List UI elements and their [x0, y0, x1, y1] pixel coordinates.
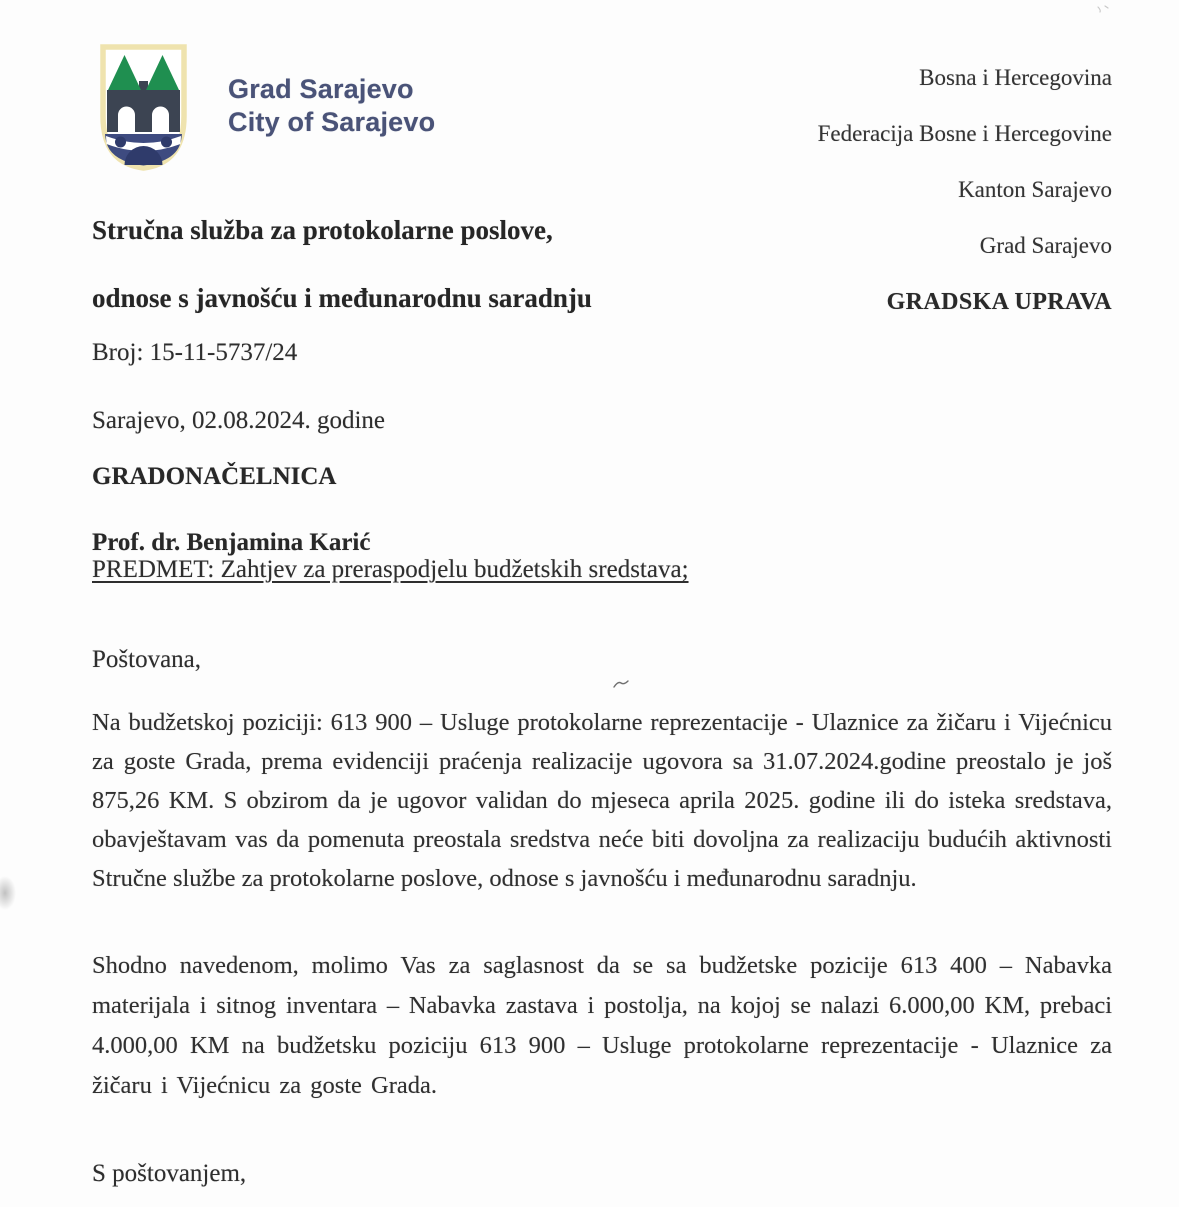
reference-date: Sarajevo, 02.08.2024. godine [92, 407, 386, 434]
scan-artifact-smudge [0, 876, 16, 910]
body-paragraph-2: Shodno navedenom, molimo Vas za saglasnost da se sa budžetske pozicije 613 400 – Nabavka materijala i sitnog inventara – Nabavka zastava i postolja, na kojoj se nalazi 6.000,00 KM, prebaci 4.000,00 KM na budžetsku poziciju 613 900 – Usluge protokolarne reprezentacije - Ulaznice za žičaru i Vijećnicu za goste Grada. [92, 952, 1112, 1099]
authority-line-federation: Federacija Bosne i Hercegovine [817, 121, 1112, 146]
addressee-title: GRADONAČELNICA [92, 463, 337, 490]
logo-wordmark-line2: City of Sarajevo [228, 107, 436, 137]
logo-wordmark-line1: Grad Sarajevo [228, 74, 414, 104]
sarajevo-crest-icon [95, 44, 192, 171]
reference-number: Broj: 15-11-5737/24 [92, 339, 298, 366]
department-line1: Stručna služba za protokolarne poslove, [92, 215, 553, 245]
addressee-name: Prof. dr. Benjamina Karić [92, 529, 371, 556]
authority-line-city: Grad Sarajevo [979, 233, 1112, 258]
authority-block [818, 36, 1112, 344]
authority-line-canton: Kanton Sarajevo [958, 177, 1112, 202]
logo-wordmark [228, 73, 435, 139]
salutation: Poštovana, [92, 646, 202, 673]
body-paragraph-1: Na budžetskoj poziciji: 613 900 – Usluge protokolarne reprezentacije - Ulaznice za žičaru i Vijećnicu za goste Grada, prema evidenciji praćenja realizacije ugovora sa 31.07.2024.godine preostalo je još 875,26 KM. S obzirom da je ugovor validan do mjeseca aprila 2025. godine ili do isteka sredstava, obavještavam vas da pomenuta preostala sredstva neće biti dovoljna za realizaciju budućih aktivnosti Stručne službe za protokolarne poslove, odnose s javnošću i međunarodnu saradnju. [92, 709, 1112, 892]
scan-artifact-pen-mark [612, 678, 630, 690]
scan-artifact-top-right [1096, 4, 1110, 14]
authority-line-administration: GRADSKA UPRAVA [886, 289, 1112, 315]
subject-line: PREDMET: Zahtjev za preraspodjelu budžetskih sredstava; [92, 556, 689, 583]
closing-line: S poštovanjem, [92, 1160, 247, 1187]
department-line2: odnose s javnošću i međunarodnu saradnju [92, 283, 592, 313]
authority-line-country: Bosna i Hercegovina [919, 65, 1112, 90]
